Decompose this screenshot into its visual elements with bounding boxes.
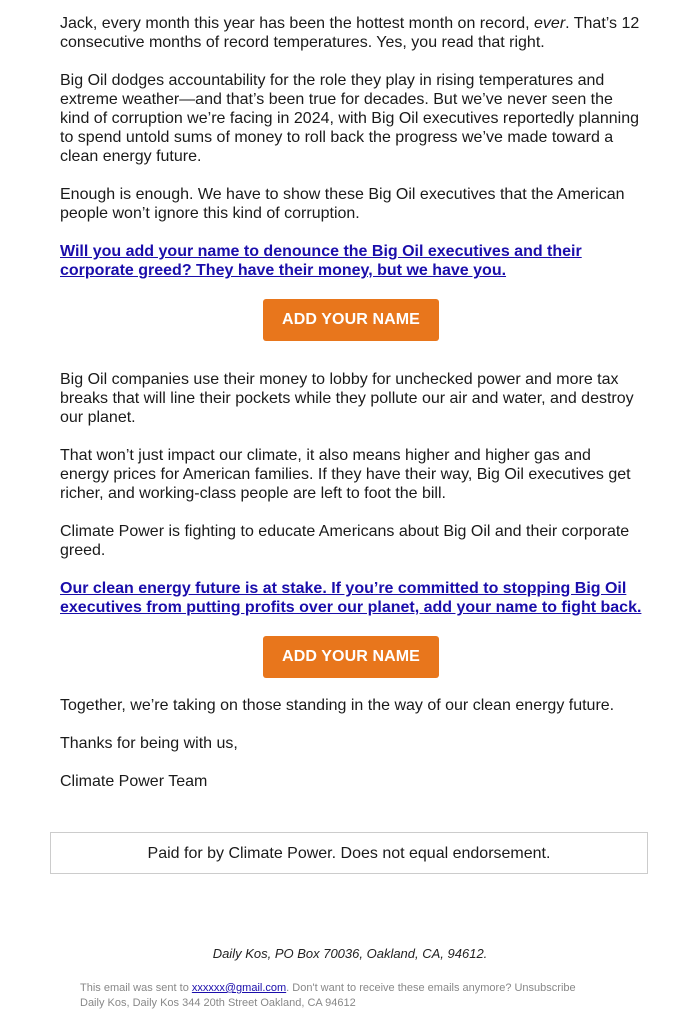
denounce-link[interactable]: Will you add your name to denounce the Big Oil executives and their corporate greed? They have their money, but we have you. [60,243,582,279]
emphasis-ever: ever [534,15,566,32]
paid-for-disclaimer: Paid for by Climate Power. Does not equal endorsement. [50,832,648,874]
paragraph-together: Together, we’re taking on those standing in the way of our clean energy future. [60,697,615,714]
button-row-2 [60,636,642,678]
footer-unsubscribe-block [80,981,640,1011]
paragraph-climate-power: Climate Power is fighting to educate Americans about Big Oil and their corporate greed. [60,523,630,559]
paragraph-lobbying: Big Oil companies use their money to lobby for unchecked power and more tax breaks that will line their pockets while they pollute our air and water, and destroy our planet. [60,371,634,426]
paragraph-hottest-month [60,14,642,52]
footer-org-line: Daily Kos, Daily Kos 344 20th Street Oakland, CA 94612 [80,997,356,1009]
paragraph-gas-prices: That won’t just impact our climate, it also means higher and higher gas and energy prices for American families. If they have their way, Big Oil executives get richer, and working-class people are left to foot the bill. [60,447,631,502]
footer-sent-to-line [80,981,640,996]
footer-sent-to-suffix: . Don't want to receive these emails anymore? Unsubscribe [286,982,576,994]
footer-address: Daily Kos, PO Box 70036, Oakland, CA, 94612. [212,946,488,961]
footer-sent-to-prefix: This email was sent to [80,982,192,994]
recipient-email-link[interactable]: xxxxxx@gmail.com [191,982,287,994]
paragraph-big-oil-accountability: Big Oil dodges accountability for the role they play in rising temperatures and extreme weather—and that’s been true for decades. But we’ve never seen the kind of corruption we’re facing in 2024, with Big Oil executives reportedly planning to spend untold sums of money to roll back the progress we’ve made toward a clean energy future. [60,72,639,165]
email-body [60,14,642,810]
paragraph-thanks: Thanks for being with us, [60,735,238,752]
button-row-1 [60,299,642,341]
signature: Climate Power Team [60,773,208,790]
fight-back-link[interactable]: Our clean energy future is at stake. If you’re committed to stopping Big Oil executives from putting profits over our planet, add your name to fight back. [60,580,642,616]
paragraph-hottest-month-text-a: Jack, every month this year has been the hottest month on record, [60,15,535,32]
paragraph-hottest-month-text-b: . That’s 12 consecutive months of record temperatures. Yes, you read that right. [60,15,640,51]
add-your-name-button[interactable]: ADD YOUR NAME [263,299,439,341]
paragraph-enough-is-enough: Enough is enough. We have to show these Big Oil executives that the American people won’t ignore this kind of corruption. [60,186,625,222]
add-your-name-button-2[interactable]: ADD YOUR NAME [263,636,439,678]
